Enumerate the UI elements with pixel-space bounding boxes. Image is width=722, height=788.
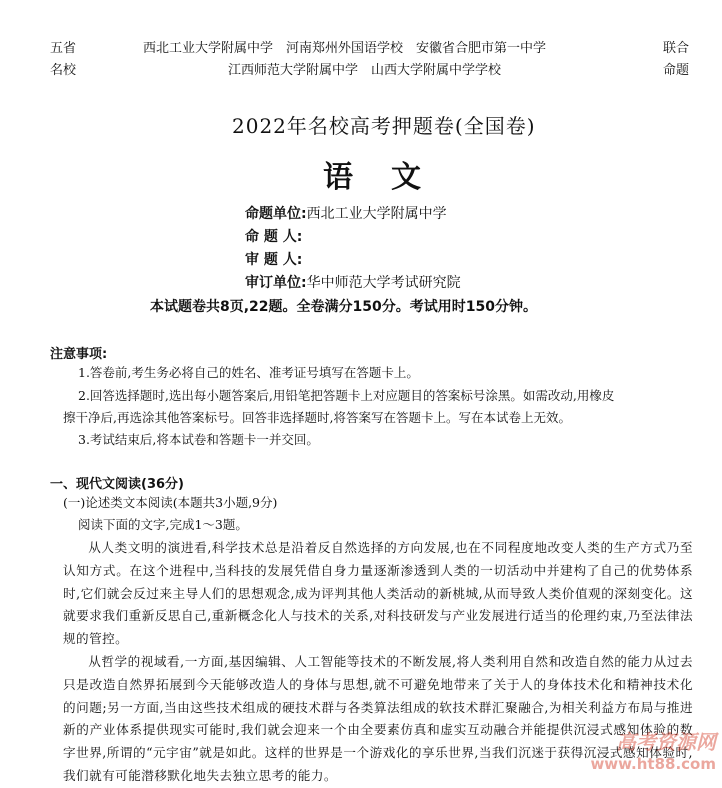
meta-audit-label: 审订单位:: [245, 275, 307, 291]
notice-item-2-line-1: 2.回答选择题时,选出每小题答案后,用铅笔把答题卡上对应题目的答案标号涂黑。如需改动,用橡皮: [78, 388, 615, 403]
meta-audit-value: 华中师范大学考试研究院: [306, 275, 461, 291]
meta-reviewer: [245, 249, 302, 271]
header-right-top: 联合: [663, 41, 690, 56]
exam-stats: 本试题卷共8页,22题。全卷满分150分。考试用时150分钟。: [150, 299, 537, 315]
meta-unit: [245, 203, 447, 225]
notice-item-3: 3.考试结束后,将本试卷和答题卡一并交回。: [78, 432, 319, 447]
subject-title: 语文: [323, 160, 459, 195]
notice-item-2-line-2: 擦干净后,再选涂其他答案标号。回答非选择题时,将答案写在答题卡上。写在本试卷上无效。: [63, 410, 571, 425]
header-left-top: 五省: [50, 41, 77, 56]
meta-author-label: 命 题 人:: [245, 229, 303, 245]
header-right-bottom: 命题: [663, 63, 690, 78]
meta-reviewer-label: 审 题 人:: [245, 252, 303, 268]
header-left-bottom: 名校: [50, 63, 77, 78]
watermark: [590, 731, 716, 775]
header-schools-line2: 江西师范大学附属中学 山西大学附属中学学校: [228, 63, 502, 78]
passage-paragraph-1: 从人类文明的演进看,科学技术总是沿着反自然选择的方向发展,也在不同程度地改变人类的生产方式乃至认知方式。在这个进程中,当科技的发展凭借自身力量逐渐渗透到人类的一切活动中并建构了自己的优势体系时,它们就会反过来主导人们的思想观念,成为评判其他人类活动的新桃城,从而导致人类价值观的深刻变化。这就要求我们重新反思自己,重新概念化人与技术的关系,对科技研发与产业发展进行适当的伦理约束,乃至法律法规的管控。: [63, 540, 693, 647]
meta-unit-label: 命题单位:: [245, 206, 307, 222]
sub-section-heading: (一)论述类文本阅读(本题共3小题,9分): [63, 495, 278, 510]
meta-audit: [245, 272, 461, 294]
section-heading: 一、现代文阅读(36分): [50, 477, 184, 492]
passage-paragraph-2: 从哲学的视域看,一方面,基因编辑、人工智能等技术的不断发展,将人类利用自然和改造自然的能力从过去只是改造自然界拓展到今天能够改造人的身体与思想,就不可避免地带来了关于人的身体技术化和精神技术化的问题;另一方面,当由这些技术组成的硬技术群与各类算法组成的软技术群汇聚融合,为相关利益方布局与推进新的产业体系提供现实可能时,我们就会迎来一个由全要素仿真和虚实互动融合并能提供沉浸式感知体验的数字世界,所谓的“元宇宙”就是如此。这样的世界是一个游戏化的享乐世界,当我们沉迷于获得沉浸式感知体验时,我们就有可能潜移默化地失去独立思考的能力。: [63, 653, 693, 783]
notice-heading: 注意事项:: [50, 347, 108, 362]
watermark-url: www.ht88.com: [590, 755, 716, 773]
meta-unit-value: 西北工业大学附属中学: [306, 206, 447, 222]
reading-instruction: 阅读下面的文字,完成1～3题。: [78, 517, 248, 532]
notice-item-1: 1.答卷前,考生务必将自己的姓名、准考证号填写在答题卡上。: [78, 365, 419, 380]
exam-title: 2022年名校高考押题卷(全国卷): [232, 114, 536, 138]
header-schools-line1: 西北工业大学附属中学 河南郑州外国语学校 安徽省合肥市第一中学: [143, 41, 547, 56]
meta-author: [245, 226, 302, 248]
watermark-brand: 高考资源网: [616, 730, 716, 754]
